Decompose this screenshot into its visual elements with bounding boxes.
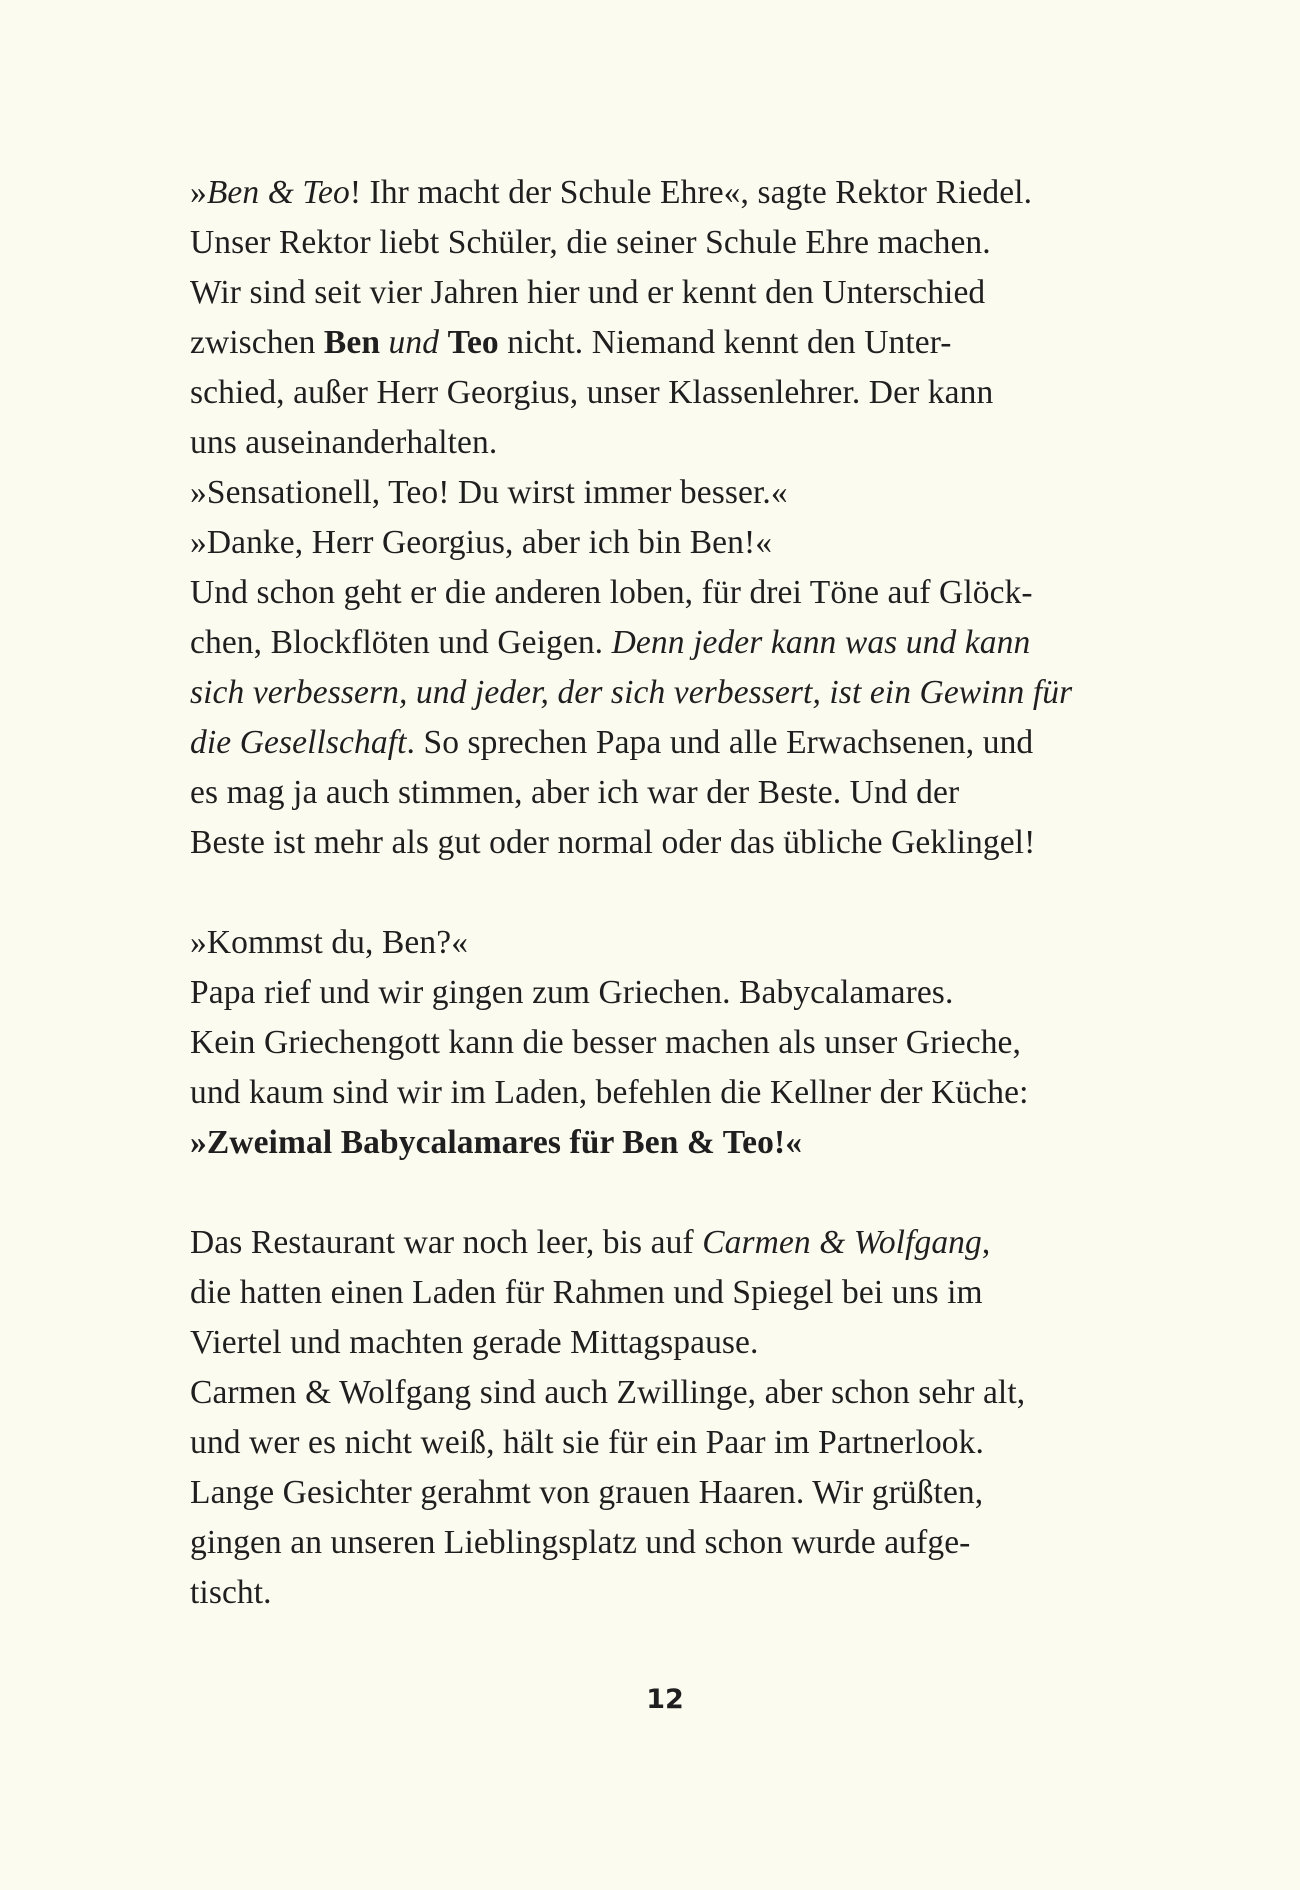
text-line: Viertel und machten gerade Mittagspause. <box>190 1324 759 1361</box>
text-line <box>190 718 1190 768</box>
text-line: die hatten einen Laden für Rahmen und Spiegel bei uns im <box>190 1274 983 1311</box>
italic-phrase: sich verbessern, und jeder, der sich verbessert, ist ein Gewinn für <box>190 674 1073 711</box>
italic-word: und <box>380 324 448 361</box>
text-line: Beste ist mehr als gut oder normal oder das übliche Geklingel! <box>190 824 1036 861</box>
italic-phrase: Denn jeder kann was und kann <box>611 624 1031 661</box>
text-line: »Kommst du, Ben?« <box>190 924 469 961</box>
bold-name: Ben <box>323 324 381 361</box>
text-line: Unser Rektor liebt Schüler, die seiner Schule Ehre machen. <box>190 224 991 261</box>
text-line: Lange Gesichter gerahmt von grauen Haaren. Wir grüßten, <box>190 1474 984 1511</box>
text-line: und kaum sind wir im Laden, befehlen die Kellner der Küche: <box>190 1074 1029 1111</box>
text-line: schied, außer Herr Georgius, unser Klassenlehrer. Der kann <box>190 374 994 411</box>
italic-phrase: die Gesellschaft <box>190 724 407 761</box>
quote-mark: » <box>190 174 207 211</box>
line-text: , <box>981 1224 991 1261</box>
text-line: es mag ja auch stimmen, aber ich war der Beste. Und der <box>190 774 960 811</box>
italic-phrase: Carmen & Wolfgang <box>702 1224 982 1261</box>
text-line: tischt. <box>190 1574 272 1611</box>
line-text: ! Ihr macht der Schule Ehre«, sagte Rektor Riedel. <box>349 174 1033 211</box>
page-number: 12 <box>646 1684 684 1715</box>
text-line: Kein Griechengott kann die besser machen als unser Grieche, <box>190 1024 1021 1061</box>
italic-phrase: Ben & Teo <box>206 174 350 211</box>
text-line: und wer es nicht weiß, hält sie für ein Paar im Partnerlook. <box>190 1424 984 1461</box>
text-line <box>190 668 1190 718</box>
text-line: uns auseinanderhalten. <box>190 424 498 461</box>
paragraph-gap <box>190 1168 1190 1218</box>
text-line: Und schon geht er die anderen loben, für drei Töne auf Glöck- <box>190 574 1033 611</box>
text-line: gingen an unseren Lieblingsplatz und schon wurde aufge- <box>190 1524 971 1561</box>
text-line <box>190 618 1190 668</box>
text-line: »Sensationell, Teo! Du wirst immer besser.« <box>190 474 788 511</box>
line-text: . So sprechen Papa und alle Erwachsenen, und <box>406 724 1034 761</box>
body-text <box>190 168 1190 1618</box>
text-line <box>190 318 1190 368</box>
text-line: Carmen & Wolfgang sind auch Zwillinge, aber schon sehr alt, <box>190 1374 1026 1411</box>
line-text: chen, Blockflöten und Geigen. <box>190 624 612 661</box>
text-line: Papa rief und wir gingen zum Griechen. Babycalamares. <box>190 974 954 1011</box>
line-text: zwischen <box>190 324 324 361</box>
paragraph-gap <box>190 868 1190 918</box>
text-line <box>190 168 1190 218</box>
bold-text-line: »Zweimal Babycalamares für Ben & Teo!« <box>190 1124 803 1161</box>
line-text: nicht. Niemand kennt den Unter- <box>498 324 952 361</box>
text-line: »Danke, Herr Georgius, aber ich bin Ben!« <box>190 524 773 561</box>
bold-name: Teo <box>447 324 499 361</box>
text-line <box>190 1218 1190 1268</box>
line-text: Das Restaurant war noch leer, bis auf <box>190 1224 703 1261</box>
text-line: Wir sind seit vier Jahren hier und er kennt den Unterschied <box>190 274 986 311</box>
